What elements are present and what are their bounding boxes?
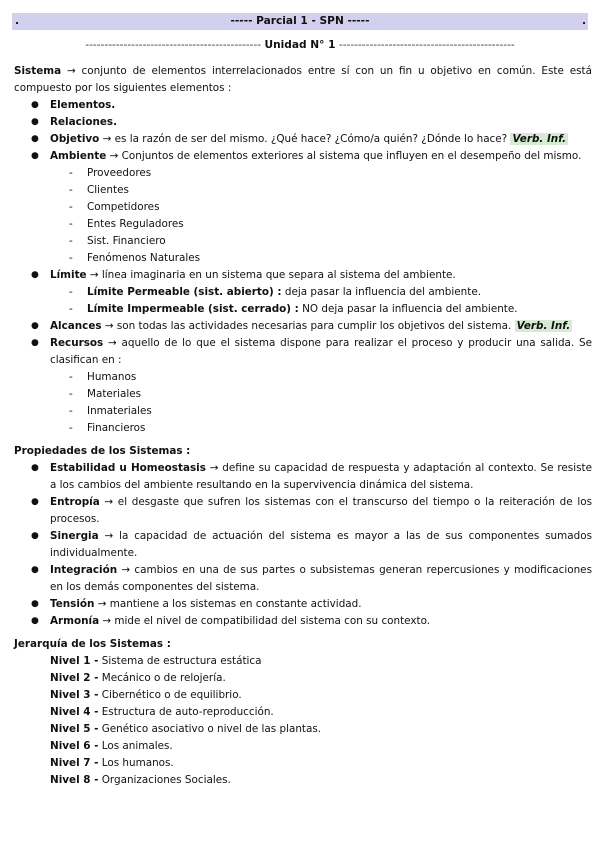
- unit-dashes-left: ----------------------------------------------: [85, 39, 262, 51]
- ambiente-item-text: Competidores: [87, 201, 160, 213]
- limite-impermeable-text: NO deja pasar la influencia del ambiente.: [298, 303, 518, 315]
- page-title: ----- Parcial 1 - SPN -----: [230, 15, 370, 27]
- bullet-icon: ●: [31, 134, 39, 144]
- propiedades-list: [14, 460, 592, 630]
- recursos-item: [69, 420, 592, 437]
- bullet-icon: ●: [31, 531, 39, 541]
- bullet-icon: ●: [31, 463, 39, 473]
- bullet-icon: ●: [31, 497, 39, 507]
- nivel-label: Nivel 1 -: [50, 655, 99, 667]
- recursos-item: [69, 403, 592, 420]
- title-band: [12, 13, 588, 30]
- bullet-icon: ●: [31, 270, 39, 280]
- propiedad-item: [31, 460, 592, 494]
- alcances-tag: Verb. Inf.: [516, 320, 571, 332]
- document-body: [14, 63, 592, 789]
- list-item-alcances: [31, 318, 592, 335]
- bullet-icon: ●: [31, 338, 39, 348]
- jerarquia-list: [14, 653, 592, 789]
- propiedad-item: [31, 613, 592, 630]
- sistema-term: Sistema: [14, 65, 62, 77]
- nivel-text: Estructura de auto-reproducción.: [98, 706, 274, 718]
- limite-impermeable-item: [69, 301, 592, 318]
- recursos-item: [69, 386, 592, 403]
- limite-impermeable-term: Límite Impermeable (sist. cerrado) :: [87, 303, 299, 315]
- nivel-label: Nivel 2 -: [50, 672, 99, 684]
- ambiente-item: [69, 250, 592, 267]
- nivel-text: Los humanos.: [98, 757, 174, 769]
- dash-mark: -: [69, 388, 73, 400]
- nivel-text: Organizaciones Sociales.: [98, 774, 231, 786]
- propiedad-term: Armonía: [50, 615, 100, 627]
- nivel-label: Nivel 6 -: [50, 740, 99, 752]
- alcances-text: → son todas las actividades necesarias para cumplir los objetivos del sistema.: [101, 320, 515, 332]
- elementos-label: Elementos.: [50, 99, 116, 111]
- recursos-item-text: Materiales: [87, 388, 142, 400]
- ambiente-item: [69, 182, 592, 199]
- dash-mark: -: [69, 184, 73, 196]
- nivel-label: Nivel 8 -: [50, 774, 99, 786]
- recursos-sublist: [50, 369, 592, 437]
- bullet-icon: ●: [31, 151, 39, 161]
- band-dot-right: .: [581, 15, 586, 27]
- sistema-elements-list: [14, 97, 592, 437]
- dash-mark: -: [69, 252, 73, 264]
- bullet-icon: ●: [31, 616, 39, 626]
- limite-permeable-text: deja pasar la influencia del ambiente.: [281, 286, 482, 298]
- propiedad-term: Sinergia: [50, 530, 99, 542]
- nivel-item: [50, 704, 592, 721]
- propiedad-item: [31, 596, 592, 613]
- nivel-item: [50, 670, 592, 687]
- propiedad-term: Estabilidad u Homeostasis: [50, 462, 206, 474]
- list-item-limite: [31, 267, 592, 318]
- list-item-relaciones: [31, 114, 592, 131]
- ambiente-item: [69, 165, 592, 182]
- recursos-text: → aquello de lo que el sistema dispone para realizar el proceso y producir una salida. Se clasifican en :: [50, 337, 592, 366]
- dash-mark: -: [69, 167, 73, 179]
- ambiente-sublist: [50, 165, 592, 267]
- list-item-ambiente: [31, 148, 592, 267]
- nivel-item: [50, 721, 592, 738]
- nivel-label: Nivel 5 -: [50, 723, 99, 735]
- objetivo-text: → es la razón de ser del mismo. ¿Qué hace? ¿Cómo/a quién? ¿Dónde lo hace?: [99, 133, 511, 145]
- ambiente-term: Ambiente: [50, 150, 107, 162]
- propiedad-item: [31, 494, 592, 528]
- ambiente-item-text: Fenómenos Naturales: [87, 252, 201, 264]
- bullet-icon: ●: [31, 100, 39, 110]
- ambiente-text: → Conjuntos de elementos exteriores al sistema que influyen en el desempeño del mismo.: [106, 150, 582, 162]
- propiedades-heading: Propiedades de los Sistemas :: [14, 445, 191, 457]
- nivel-item: [50, 755, 592, 772]
- nivel-text: Sistema de estructura estática: [98, 655, 262, 667]
- dash-mark: -: [69, 218, 73, 230]
- nivel-item: [50, 772, 592, 789]
- propiedad-text: → mide el nivel de compatibilidad del sistema con su contexto.: [99, 615, 431, 627]
- propiedad-item: [31, 562, 592, 596]
- dash-mark: -: [69, 405, 73, 417]
- recursos-item: [69, 369, 592, 386]
- list-item-recursos: [31, 335, 592, 437]
- dash-mark: -: [69, 286, 73, 298]
- bullet-icon: ●: [31, 321, 39, 331]
- objetivo-tag: Verb. Inf.: [512, 133, 567, 145]
- nivel-item: [50, 687, 592, 704]
- ambiente-item: [69, 216, 592, 233]
- nivel-text: Mecánico o de relojería.: [98, 672, 226, 684]
- dash-mark: -: [69, 371, 73, 383]
- bullet-icon: ●: [31, 117, 39, 127]
- limite-sublist: [50, 284, 592, 318]
- band-dot-left: .: [15, 15, 20, 27]
- relaciones-label: Relaciones.: [50, 116, 118, 128]
- sistema-definition: → conjunto de elementos interrelacionados entre sí con un fin u objetivo en común. Este está compuesto por los siguientes elementos :: [14, 65, 592, 94]
- list-item-elementos: [31, 97, 592, 114]
- propiedad-item: [31, 528, 592, 562]
- dash-mark: -: [69, 201, 73, 213]
- recursos-item-text: Humanos: [87, 371, 137, 383]
- nivel-item: [50, 653, 592, 670]
- nivel-text: Cibernético o de equilibrio.: [98, 689, 242, 701]
- ambiente-item-text: Sist. Financiero: [87, 235, 166, 247]
- propiedad-term: Entropía: [50, 496, 100, 508]
- limite-permeable-item: [69, 284, 592, 301]
- ambiente-item-text: Entes Reguladores: [87, 218, 184, 230]
- sistema-paragraph: [14, 63, 592, 97]
- bullet-icon: ●: [31, 565, 39, 575]
- dash-mark: -: [69, 303, 73, 315]
- list-item-objetivo: [31, 131, 592, 148]
- ambiente-item: [69, 233, 592, 250]
- bullet-icon: ●: [31, 599, 39, 609]
- propiedad-term: Integración: [50, 564, 118, 576]
- propiedad-text: → el desgaste que sufren los sistemas con el transcurso del tiempo o la reiteración de los procesos.: [50, 496, 592, 525]
- alcances-term: Alcances: [50, 320, 102, 332]
- ambiente-item: [69, 199, 592, 216]
- propiedad-text: → la capacidad de actuación del sistema es mayor a las de sus componentes sumados individualmente.: [50, 530, 592, 559]
- jerarquia-heading: Jerarquía de los Sistemas :: [14, 638, 171, 650]
- recursos-item-text: Financieros: [87, 422, 146, 434]
- limite-text: → línea imaginaria en un sistema que separa al sistema del ambiente.: [86, 269, 456, 281]
- propiedad-term: Tensión: [50, 598, 95, 610]
- recursos-item-text: Inmateriales: [87, 405, 152, 417]
- nivel-item: [50, 738, 592, 755]
- dash-mark: -: [69, 422, 73, 434]
- limite-permeable-term: Límite Permeable (sist. abierto) :: [87, 286, 282, 298]
- nivel-label: Nivel 4 -: [50, 706, 99, 718]
- unit-title: Unidad N° 1: [264, 39, 336, 51]
- nivel-text: Genético asociativo o nivel de las plantas.: [98, 723, 322, 735]
- nivel-label: Nivel 3 -: [50, 689, 99, 701]
- nivel-label: Nivel 7 -: [50, 757, 99, 769]
- unit-dashes-right: ----------------------------------------------: [338, 39, 515, 51]
- nivel-text: Los animales.: [98, 740, 173, 752]
- limite-term: Límite: [50, 269, 87, 281]
- dash-mark: -: [69, 235, 73, 247]
- propiedad-text: → define su capacidad de respuesta y adaptación al contexto. Se resiste a los cambios del ambiente resultando en la supervivencia dinámica del sistema.: [50, 462, 592, 491]
- recursos-term: Recursos: [50, 337, 104, 349]
- objetivo-term: Objetivo: [50, 133, 100, 145]
- ambiente-item-text: Proveedores: [87, 167, 152, 179]
- propiedad-text: → mantiene a los sistemas en constante actividad.: [94, 598, 362, 610]
- propiedad-text: → cambios en una de sus partes o subsistemas generan repercusiones y modificaciones en los demás componentes del sistema.: [50, 564, 592, 593]
- unit-heading: [12, 37, 588, 54]
- ambiente-item-text: Clientes: [87, 184, 129, 196]
